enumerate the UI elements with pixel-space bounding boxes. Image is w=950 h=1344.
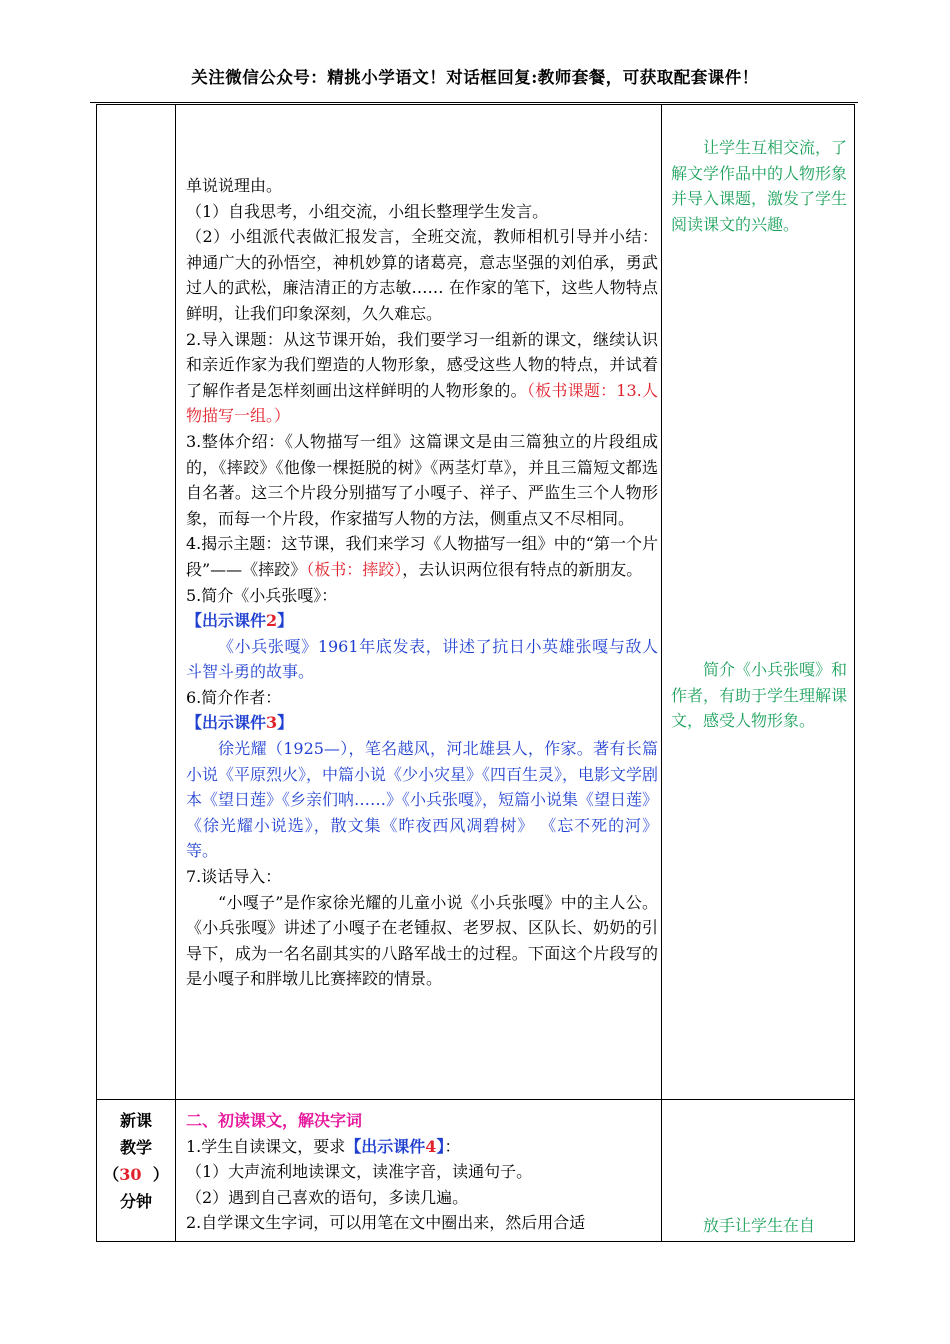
courseware-content: 《小兵张嘎》1961年底发表，讲述了抗日小英雄张嘎与敌人斗智斗勇的故事。 (186, 636, 658, 682)
courseware-content: 徐光耀（1925—），笔名越风，河北雄县人，作家。著有长篇小说《平原烈火》，中篇小说《少小灾星》《四百生灵》，电影文学剧本《望日莲》《乡亲们呐……》《小兵张嘎》，短篇小说集《望日莲》《徐光耀小说选》，散文集《昨夜西风凋碧树》 《忘不死的河》 等。 (186, 739, 659, 861)
paragraph-text: 2.导入课题：从这节课开始，我们要学习一组新的课文，继续认识和亲近作家为我们塑造的人物形象，感受这些人物的特点，并试着了解作者是怎样刻画出这样鲜明的人物形象的。 (186, 329, 658, 400)
courseware-callout (186, 608, 658, 634)
paragraph: 3.整体介绍：《人物描写一组》这篇课文是由三篇独立的片段组成的，《摔跤》《他像一棵挺脱的树》《两茎灯草》，并且三篇短文都选自名著。这三个片段分别描写了小嘎子、祥子、严监生三个人物形象，而每一个片段，作家描写人物的方法，侧重点又不尽相同。 (186, 431, 658, 528)
lesson-plan-table (96, 104, 855, 1242)
callout-number: 4 (425, 1136, 437, 1156)
process-text-top (186, 173, 658, 992)
paragraph (186, 327, 658, 429)
callout-suffix: 】 (277, 611, 294, 631)
callout-prefix: 【出示课件 (186, 713, 267, 733)
callout-suffix: 】 (277, 713, 294, 733)
paragraph: （1）自我思考，小组交流，小组长整理学生发言。 (186, 201, 549, 221)
paragraph-text: ，去认识两位很有特点的新朋友。 (402, 559, 643, 579)
section-heading: 二、初读课文，解决字词 (186, 1111, 363, 1130)
paragraph: 5.简介《小兵张嘎》： (186, 585, 338, 605)
table-column-divider-1 (175, 105, 176, 1241)
paragraph: “小嘎子”是作家徐光耀的儿童小说《小兵张嘎》中的主人公。《小兵张嘎》讲述了小嘎子在老锺叔、老罗叔、区队长、奶奶的引导下，成为一名名副其实的八路军战士的过程。下面这个片段写的是小嘎子和胖墩儿比赛摔跤的情景。 (186, 892, 658, 989)
paragraph: 6.简介作者： (186, 687, 282, 707)
design-intent-note-2 (671, 657, 849, 734)
callout-prefix: 【出示课件 (186, 611, 267, 631)
courseware-callout (345, 1137, 444, 1156)
paragraph: （2）小组派代表做汇报发言，全班交流，教师相机引导并小结：神通广大的孙悟空，神机妙算的诸葛亮，意志坚强的刘伯承，勇武过人的武松，廉洁清正的方志敏…… 在作家的笔下，这些人物特点鲜明，让我们印象深刻，久久难忘。 (186, 227, 658, 323)
paragraph: 2.自学课文生字词，可以用笔在文中圈出来，然后用合适 (186, 1213, 586, 1233)
paren-close: ） (152, 1165, 169, 1184)
process-text-bottom (186, 1108, 658, 1236)
design-intent-note-3 (671, 1213, 849, 1239)
paragraph: 7.谈话导入： (186, 867, 282, 887)
paragraph (186, 1134, 658, 1160)
board-writing-note: （板书：摔跤） (306, 559, 403, 579)
paragraph-text: 1.学生自读课文，要求 (186, 1136, 346, 1156)
stage-duration (97, 1161, 175, 1188)
page-header: 关注微信公众号：精挑小学语文！对话框回复:教师套餐，可获取配套课件！ (191, 68, 759, 87)
paragraph: （2）遇到自己喜欢的语句，多读几遍。 (186, 1187, 469, 1207)
stage-label (97, 1107, 175, 1215)
paragraph (186, 531, 658, 582)
callout-number: 3 (266, 713, 278, 733)
paren-open: （ (103, 1165, 120, 1184)
table-row-divider (97, 1099, 854, 1100)
callout-prefix: 【出示课件 (345, 1136, 426, 1156)
note-text: 让学生互相交流，了解文学作品中的人物形象并导入课题，激发了学生阅读课文的兴趣。 (671, 138, 848, 234)
callout-suffix: 】 (436, 1136, 445, 1156)
stage-label-line: 分钟 (119, 1192, 152, 1211)
header-rule (90, 102, 858, 103)
table-column-divider-2 (661, 105, 662, 1241)
paragraph-text: ： (444, 1136, 461, 1156)
paragraph: 单说说理由。 (186, 176, 283, 195)
design-intent-note-1 (671, 135, 849, 237)
stage-label-line: 教学 (119, 1138, 152, 1157)
paragraph: （1）大声流利地读课文，读准字音，读通句子。 (186, 1162, 533, 1182)
callout-number: 2 (266, 611, 278, 631)
note-text: 放手让学生在自 (703, 1216, 816, 1235)
duration-number: 30 (119, 1165, 142, 1184)
stage-label-line: 新课 (119, 1111, 152, 1130)
courseware-callout (186, 710, 658, 736)
note-text: 简介《小兵张嘎》和作者，有助于学生理解课文，感受人物形象。 (671, 660, 848, 731)
board-writing-note: （板书课题：13.人物描写一组。） (186, 380, 658, 426)
paragraph-text: 4.揭示主题：这节课，我们来学习《人物描写一组》中的“第一个片段”——《摔跤》 (186, 534, 658, 579)
